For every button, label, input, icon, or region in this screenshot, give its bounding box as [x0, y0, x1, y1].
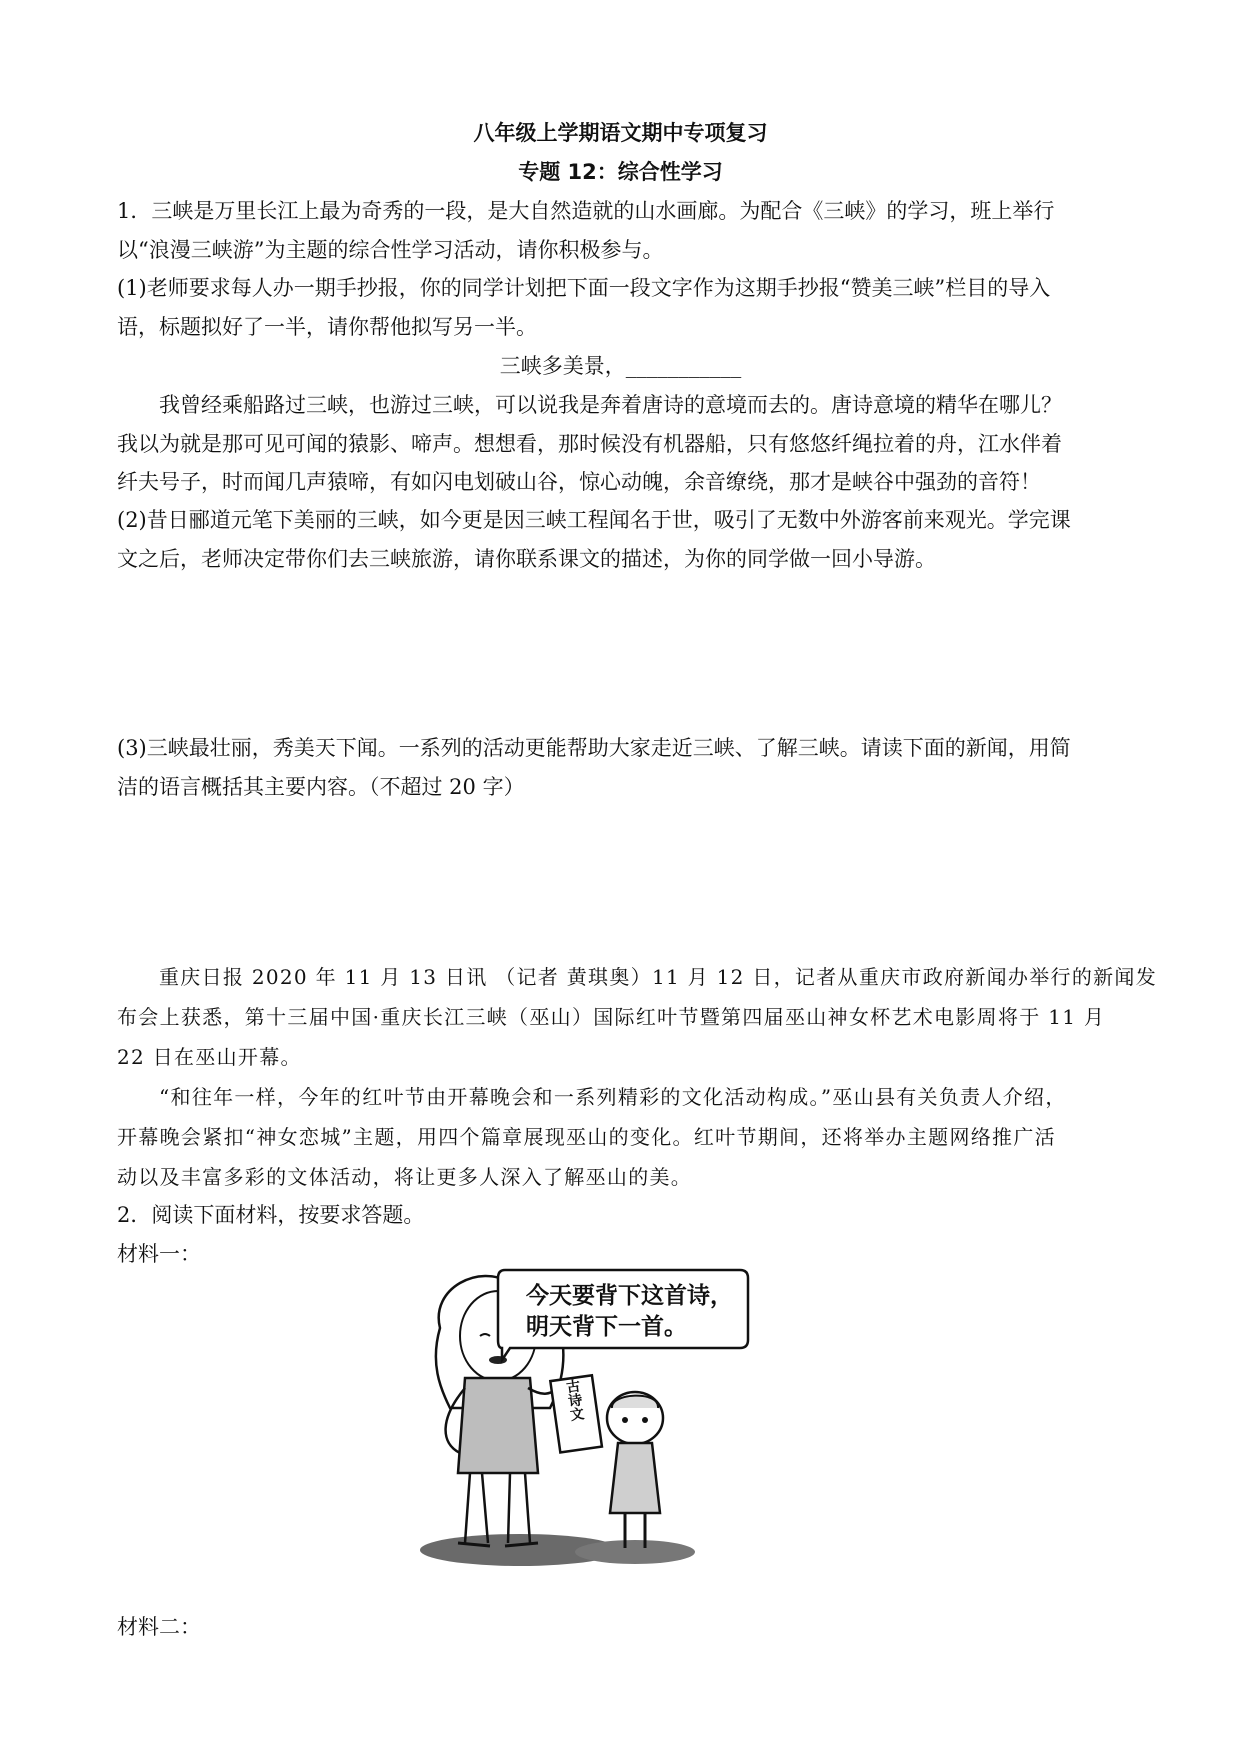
page-title: 八年级上学期语文期中专项复习	[473, 121, 768, 145]
question-1-part-1-line-2: 语，标题拟好了一半，请你帮他拟写另一半。	[117, 315, 537, 339]
mother-legs	[465, 1473, 530, 1543]
material-2-label: 材料二：	[117, 1615, 201, 1639]
news-line-2: 布会上获悉，第十三届中国·重庆长江三峡（巫山）国际红叶节暨第四届巫山神女杯艺术电影周将于 11 月	[117, 1005, 1106, 1029]
speech-line-1: 今天要背下这首诗，	[526, 1283, 733, 1309]
question-1-part-3-line-2: 洁的语言概括其主要内容。（不超过 20 字）	[117, 775, 525, 799]
question-1-part-1-line-1: (1)老师要求每人办一期手抄报，你的同学计划把下面一段文字作为这期手抄报“赞美三峡”栏目的导入	[117, 276, 1051, 300]
handbill-passage-line-1: 我曾经乘船路过三峡，也游过三峡，可以说我是奔着唐诗的意境而去的。唐诗意境的精华在哪儿？	[159, 393, 1062, 417]
news-line-5: 开幕晚会紧扣“神女恋城”主题，用四个篇章展现巫山的变化。红叶节期间，还将举办主题网络推广活	[117, 1125, 1056, 1149]
speech-line-2: 明天背下一首。	[526, 1314, 687, 1340]
page-subtitle: 专题 12：综合性学习	[518, 160, 723, 184]
news-line-3: 22 日在巫山开幕。	[117, 1045, 302, 1069]
poem-card	[550, 1375, 602, 1452]
poem-card-text: 古诗文	[563, 1378, 586, 1422]
question-1-part-2-line-1: (2)昔日郦道元笔下美丽的三峡，如今更是因三峡工程闻名于世，吸引了无数中外游客前来观光。学完课	[117, 508, 1071, 532]
news-line-1: 重庆日报 2020 年 11 月 13 日讯 （记者 黄琪奥）11 月 12 日，记者从重庆市政府新闻办举行的新闻发	[159, 965, 1158, 989]
question-1-part-3-line-1: (3)三峡最壮丽，秀美天下闻。一系列的活动更能帮助大家走近三峡、了解三峡。请读下面的新闻，用简	[117, 736, 1071, 760]
question-1-stem-line-2: 以“浪漫三峡游”为主题的综合性学习活动，请你积极参与。	[117, 238, 664, 262]
question-1-part-2-line-2: 文之后，老师决定带你们去三峡旅游，请你联系课文的描述，为你的同学做一回小导游。	[117, 547, 936, 571]
question-1-stem-line-1: 1．三峡是万里长江上最为奇秀的一段，是大自然造就的山水画廊。为配合《三峡》的学习，班上举行	[117, 199, 1055, 223]
handbill-heading: 三峡多美景，___________	[499, 354, 742, 378]
handbill-passage-line-3: 纤夫号子，时而闻几声猿啼，有如闪电划破山谷，惊心动魄，余音缭绕，那才是峡谷中强劲的音符！	[117, 470, 1041, 494]
mother-torso	[458, 1378, 538, 1473]
ground-shadow-right	[575, 1540, 695, 1564]
question-2-stem: 2．阅读下面材料，按要求答题。	[117, 1203, 425, 1227]
news-line-4: “和往年一样，今年的红叶节由开幕晚会和一系列精彩的文化活动构成。”巫山县有关负责人介绍，	[159, 1085, 1067, 1109]
child-body	[610, 1443, 660, 1513]
handbill-passage-line-2: 我以为就是那可见可闻的猿影、啼声。想想看，那时候没有机器船，只有悠悠纤绳拉着的舟，江水伴着	[117, 432, 1062, 456]
cartoon-illustration	[410, 1268, 830, 1568]
material-1-label: 材料一：	[117, 1242, 201, 1266]
news-line-6: 动以及丰富多彩的文体活动，将让更多人深入了解巫山的美。	[117, 1165, 693, 1189]
